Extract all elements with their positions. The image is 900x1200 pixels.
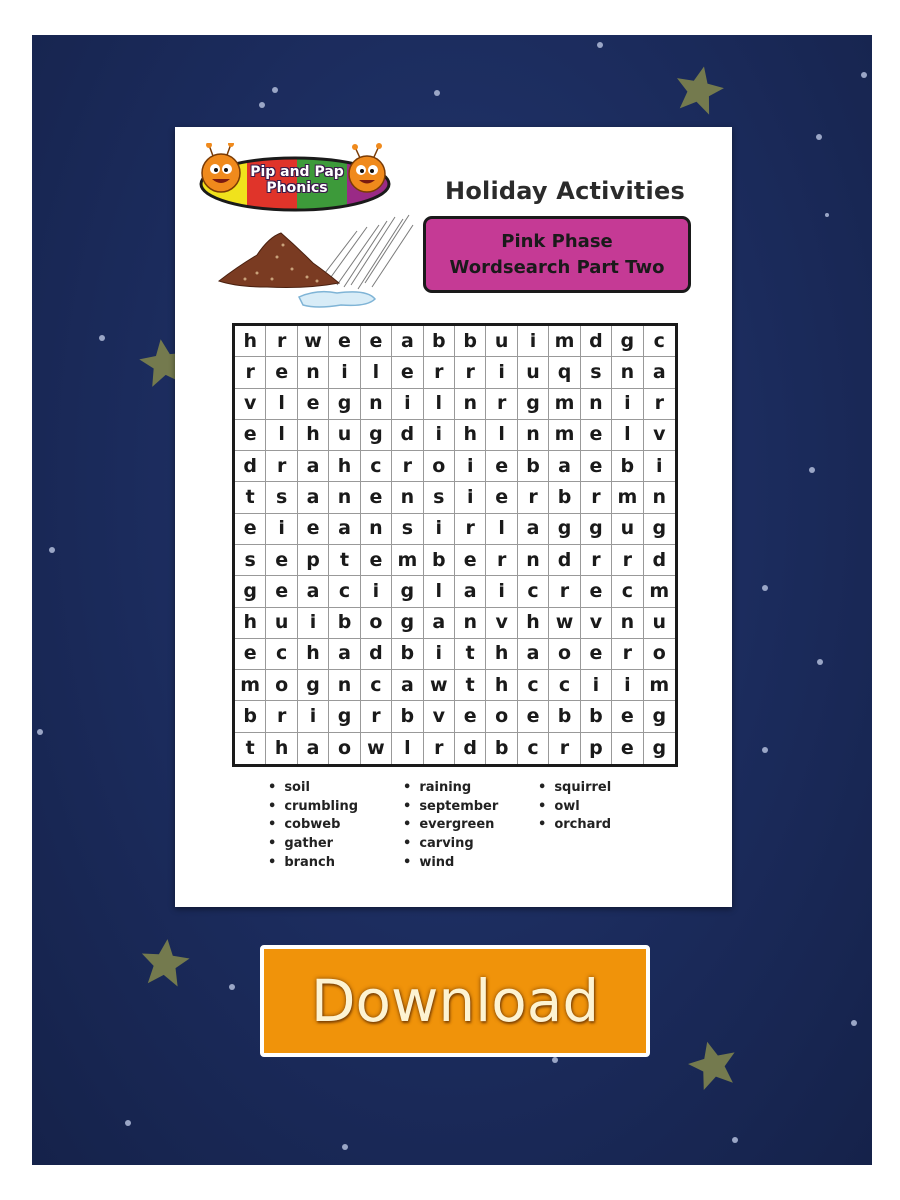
grid-cell: g bbox=[361, 420, 392, 451]
download-label: Download bbox=[310, 967, 600, 1035]
grid-cell: v bbox=[486, 608, 517, 639]
word-list-column-1 bbox=[268, 779, 358, 872]
grid-cell: l bbox=[361, 357, 392, 388]
grid-cell: v bbox=[424, 701, 455, 732]
grid-cell: o bbox=[361, 608, 392, 639]
grid-cell: i bbox=[518, 326, 549, 357]
grid-cell: n bbox=[298, 357, 329, 388]
grid-cell: b bbox=[549, 701, 580, 732]
grid-cell: b bbox=[235, 701, 266, 732]
grid-cell: n bbox=[392, 482, 423, 513]
grid-cell: e bbox=[361, 545, 392, 576]
grid-cell: i bbox=[486, 357, 517, 388]
grid-cell: h bbox=[235, 326, 266, 357]
grid-cell: n bbox=[361, 514, 392, 545]
grid-cell: a bbox=[298, 733, 329, 764]
grid-cell: v bbox=[581, 608, 612, 639]
grid-cell: c bbox=[329, 576, 360, 607]
grid-cell: i bbox=[329, 357, 360, 388]
grid-cell: n bbox=[612, 357, 643, 388]
grid-cell: s bbox=[235, 545, 266, 576]
grid-cell: e bbox=[455, 701, 486, 732]
grid-cell: a bbox=[298, 576, 329, 607]
grid-cell: r bbox=[486, 389, 517, 420]
logo-line-2: Phonics bbox=[266, 180, 328, 196]
grid-cell: s bbox=[424, 482, 455, 513]
grid-cell: a bbox=[392, 326, 423, 357]
grid-cell: b bbox=[581, 701, 612, 732]
grid-cell: e bbox=[581, 639, 612, 670]
grid-cell: e bbox=[612, 701, 643, 732]
grid-cell: s bbox=[266, 482, 297, 513]
download-button[interactable] bbox=[260, 945, 650, 1057]
grid-cell: g bbox=[329, 389, 360, 420]
phase-banner bbox=[423, 216, 691, 293]
grid-cell: i bbox=[424, 420, 455, 451]
grid-cell: b bbox=[424, 326, 455, 357]
grid-cell: b bbox=[518, 451, 549, 482]
grid-cell: i bbox=[455, 482, 486, 513]
grid-cell: h bbox=[455, 420, 486, 451]
grid-cell: b bbox=[455, 326, 486, 357]
grid-cell: o bbox=[266, 670, 297, 701]
word-list-item: • orchard bbox=[538, 816, 611, 835]
worksheet-preview[interactable] bbox=[175, 127, 732, 907]
grid-cell: u bbox=[486, 326, 517, 357]
grid-cell: n bbox=[612, 608, 643, 639]
grid-cell: w bbox=[424, 670, 455, 701]
grid-cell: w bbox=[549, 608, 580, 639]
grid-cell: c bbox=[644, 326, 675, 357]
grid-cell: e bbox=[235, 639, 266, 670]
star-icon bbox=[139, 937, 192, 988]
grid-cell: u bbox=[266, 608, 297, 639]
grid-cell: b bbox=[392, 639, 423, 670]
grid-cell: n bbox=[329, 482, 360, 513]
grid-cell: o bbox=[329, 733, 360, 764]
grid-cell: r bbox=[518, 482, 549, 513]
grid-cell: a bbox=[298, 451, 329, 482]
grid-cell: m bbox=[549, 326, 580, 357]
grid-cell: g bbox=[652, 736, 667, 759]
grid-cell: a bbox=[392, 670, 423, 701]
word-list-item: • soil bbox=[268, 779, 358, 798]
grid-cell: e bbox=[266, 357, 297, 388]
grid-cell: u bbox=[644, 608, 675, 639]
word-list-item: • wind bbox=[403, 854, 498, 873]
grid-cell: g bbox=[612, 326, 643, 357]
grid-cell: i bbox=[486, 576, 517, 607]
pap-character-icon bbox=[349, 143, 385, 192]
grid-cell: a bbox=[329, 514, 360, 545]
grid-cell: e bbox=[455, 545, 486, 576]
grid-cell: e bbox=[581, 420, 612, 451]
pip-and-pap-logo bbox=[197, 143, 393, 213]
grid-cell: g bbox=[644, 701, 675, 732]
grid-cell: m bbox=[612, 482, 643, 513]
grid-cell: m bbox=[392, 545, 423, 576]
grid-cell: l bbox=[612, 420, 643, 451]
grid-cell: i bbox=[612, 670, 643, 701]
soil-and-rain-illustration bbox=[217, 207, 417, 317]
grid-cell: i bbox=[612, 389, 643, 420]
grid-cell: a bbox=[518, 639, 549, 670]
grid-cell: i bbox=[392, 389, 423, 420]
grid-cell: u bbox=[612, 514, 643, 545]
grid-cell: o bbox=[549, 639, 580, 670]
grid-cell: n bbox=[361, 389, 392, 420]
grid-cell: g bbox=[235, 576, 266, 607]
grid-cell: c bbox=[518, 670, 549, 701]
grid-cell: i bbox=[298, 608, 329, 639]
grid-cell: d bbox=[644, 545, 675, 576]
grid-cell: e bbox=[581, 451, 612, 482]
grid-cell: r bbox=[266, 326, 297, 357]
grid-cell: e bbox=[235, 420, 266, 451]
grid-cell: s bbox=[581, 357, 612, 388]
grid-cell: g bbox=[549, 514, 580, 545]
grid-cell: e bbox=[361, 326, 392, 357]
phase-line-1: Pink Phase bbox=[501, 231, 613, 252]
grid-cell: i bbox=[266, 514, 297, 545]
grid-cell: g bbox=[392, 576, 423, 607]
grid-cell: u bbox=[329, 420, 360, 451]
grid-cell: v bbox=[235, 389, 266, 420]
grid-cell: r bbox=[644, 389, 675, 420]
grid-cell: n bbox=[518, 420, 549, 451]
grid-cell: m bbox=[549, 389, 580, 420]
grid-cell: r bbox=[266, 701, 297, 732]
grid-cell: e bbox=[361, 482, 392, 513]
word-list-column-2 bbox=[403, 779, 498, 872]
grid-cell: r bbox=[581, 545, 612, 576]
grid-cell: h bbox=[486, 639, 517, 670]
grid-cell: n bbox=[644, 482, 675, 513]
grid-cell: g bbox=[644, 514, 675, 545]
grid-cell: c bbox=[518, 576, 549, 607]
grid-cell: r bbox=[486, 545, 517, 576]
grid-cell: p bbox=[298, 545, 329, 576]
grid-cell: g bbox=[518, 389, 549, 420]
grid-cell: b bbox=[392, 701, 423, 732]
grid-cell: e bbox=[298, 514, 329, 545]
grid-cell: p bbox=[581, 733, 612, 764]
star-icon bbox=[684, 1036, 742, 1092]
grid-cell: m bbox=[644, 576, 675, 607]
grid-cell: s bbox=[392, 514, 423, 545]
grid-cell: l bbox=[392, 733, 423, 764]
grid-cell: r bbox=[612, 545, 643, 576]
grid-cell: r bbox=[549, 733, 580, 764]
grid-cell: r bbox=[549, 576, 580, 607]
grid-cell: c bbox=[612, 576, 643, 607]
grid-cell: n bbox=[329, 670, 360, 701]
word-list-item: • branch bbox=[268, 854, 358, 873]
grid-cell: a bbox=[549, 451, 580, 482]
grid-cell: d bbox=[392, 420, 423, 451]
grid-cell: m bbox=[549, 420, 580, 451]
word-list-column-3 bbox=[538, 779, 611, 835]
grid-cell: r bbox=[392, 451, 423, 482]
grid-cell: t bbox=[455, 639, 486, 670]
grid-cell: e bbox=[235, 514, 266, 545]
grid-cell: t bbox=[235, 733, 266, 764]
grid-cell: h bbox=[298, 420, 329, 451]
grid-cell: l bbox=[424, 576, 455, 607]
grid-cell: a bbox=[329, 639, 360, 670]
grid-cell: o bbox=[424, 451, 455, 482]
grid-cell: l bbox=[486, 514, 517, 545]
grid-cell: r bbox=[455, 514, 486, 545]
grid-cell: e bbox=[266, 545, 297, 576]
grid-cell: h bbox=[235, 608, 266, 639]
grid-cell: h bbox=[298, 639, 329, 670]
grid-cell: e bbox=[486, 482, 517, 513]
grid-cell: w bbox=[298, 326, 329, 357]
grid-cell: m bbox=[644, 670, 675, 701]
word-list-item: • carving bbox=[403, 835, 498, 854]
grid-cell: e bbox=[392, 357, 423, 388]
grid-cell: r bbox=[361, 701, 392, 732]
grid-cell: d bbox=[549, 545, 580, 576]
word-list-item: • september bbox=[403, 798, 498, 817]
phase-line-2: Wordsearch Part Two bbox=[449, 257, 665, 278]
grid-cell: e bbox=[266, 576, 297, 607]
grid-cell: i bbox=[361, 576, 392, 607]
grid-cell: t bbox=[455, 670, 486, 701]
grid-cell: e bbox=[518, 701, 549, 732]
grid-cell: h bbox=[518, 608, 549, 639]
grid-cell: i bbox=[424, 639, 455, 670]
grid-cell: b bbox=[549, 482, 580, 513]
grid-cell: c bbox=[549, 670, 580, 701]
grid-cell: b bbox=[612, 451, 643, 482]
grid-cell: l bbox=[266, 420, 297, 451]
wordsearch-grid bbox=[232, 323, 678, 767]
grid-cell: n bbox=[455, 389, 486, 420]
grid-cell: u bbox=[518, 357, 549, 388]
sheet-title: Holiday Activities bbox=[445, 177, 685, 205]
grid-cell: a bbox=[518, 514, 549, 545]
star-icon bbox=[671, 62, 728, 117]
word-list-item: • raining bbox=[403, 779, 498, 798]
grid-cell: g bbox=[329, 701, 360, 732]
logo-line-1: Pip and Pap bbox=[250, 164, 344, 180]
grid-cell: t bbox=[329, 545, 360, 576]
grid-cell: e bbox=[298, 389, 329, 420]
word-list-item: • crumbling bbox=[268, 798, 358, 817]
grid-cell: h bbox=[329, 451, 360, 482]
word-list-item: • evergreen bbox=[403, 816, 498, 835]
grid-cell: q bbox=[549, 357, 580, 388]
word-list-item: • owl bbox=[538, 798, 611, 817]
grid-cell: i bbox=[424, 514, 455, 545]
grid-cell: n bbox=[581, 389, 612, 420]
grid-cell: e bbox=[486, 451, 517, 482]
grid-cell: r bbox=[424, 733, 455, 764]
grid-cell: r bbox=[581, 482, 612, 513]
grid-cell: m bbox=[235, 670, 266, 701]
grid-cell: o bbox=[486, 701, 517, 732]
grid-cell: g bbox=[298, 670, 329, 701]
grid-cell: a bbox=[644, 357, 675, 388]
grid-cell: i bbox=[455, 451, 486, 482]
grid-cell: l bbox=[486, 420, 517, 451]
pip-character-icon bbox=[202, 143, 240, 192]
grid-cell: b bbox=[329, 608, 360, 639]
grid-cell: l bbox=[266, 389, 297, 420]
grid-cell: h bbox=[486, 670, 517, 701]
grid-cell: w bbox=[361, 733, 392, 764]
grid-cell: d bbox=[455, 733, 486, 764]
grid-cell: d bbox=[581, 326, 612, 357]
grid-cell: a bbox=[298, 482, 329, 513]
grid-cell: r bbox=[455, 357, 486, 388]
word-list-item: • squirrel bbox=[538, 779, 611, 798]
grid-cell: c bbox=[518, 733, 549, 764]
grid-cell: r bbox=[612, 639, 643, 670]
grid-cell: t bbox=[235, 482, 266, 513]
word-list-item: • cobweb bbox=[268, 816, 358, 835]
grid-cell: n bbox=[455, 608, 486, 639]
grid-cell: b bbox=[486, 733, 517, 764]
grid-cell: a bbox=[424, 608, 455, 639]
grid-cell: l bbox=[424, 389, 455, 420]
grid-cell: d bbox=[361, 639, 392, 670]
grid-cell: r bbox=[266, 451, 297, 482]
grid-cell: h bbox=[266, 733, 297, 764]
grid-cell: i bbox=[298, 701, 329, 732]
grid-cell: r bbox=[235, 357, 266, 388]
grid-cell: e bbox=[612, 733, 643, 764]
grid-cell: d bbox=[235, 451, 266, 482]
grid-cell: o bbox=[644, 639, 675, 670]
grid-cell: c bbox=[361, 451, 392, 482]
grid-cell: a bbox=[455, 576, 486, 607]
grid-cell: e bbox=[581, 576, 612, 607]
grid-cell: v bbox=[644, 420, 675, 451]
grid-cell: r bbox=[424, 357, 455, 388]
grid-cell: c bbox=[266, 639, 297, 670]
grid-cell: i bbox=[581, 670, 612, 701]
grid-cell: e bbox=[329, 326, 360, 357]
grid-cell: i bbox=[644, 451, 675, 482]
grid-cell: g bbox=[392, 608, 423, 639]
grid-cell: b bbox=[424, 545, 455, 576]
word-list-item: • gather bbox=[268, 835, 358, 854]
grid-cell: c bbox=[361, 670, 392, 701]
grid-cell: n bbox=[518, 545, 549, 576]
grid-cell: g bbox=[581, 514, 612, 545]
